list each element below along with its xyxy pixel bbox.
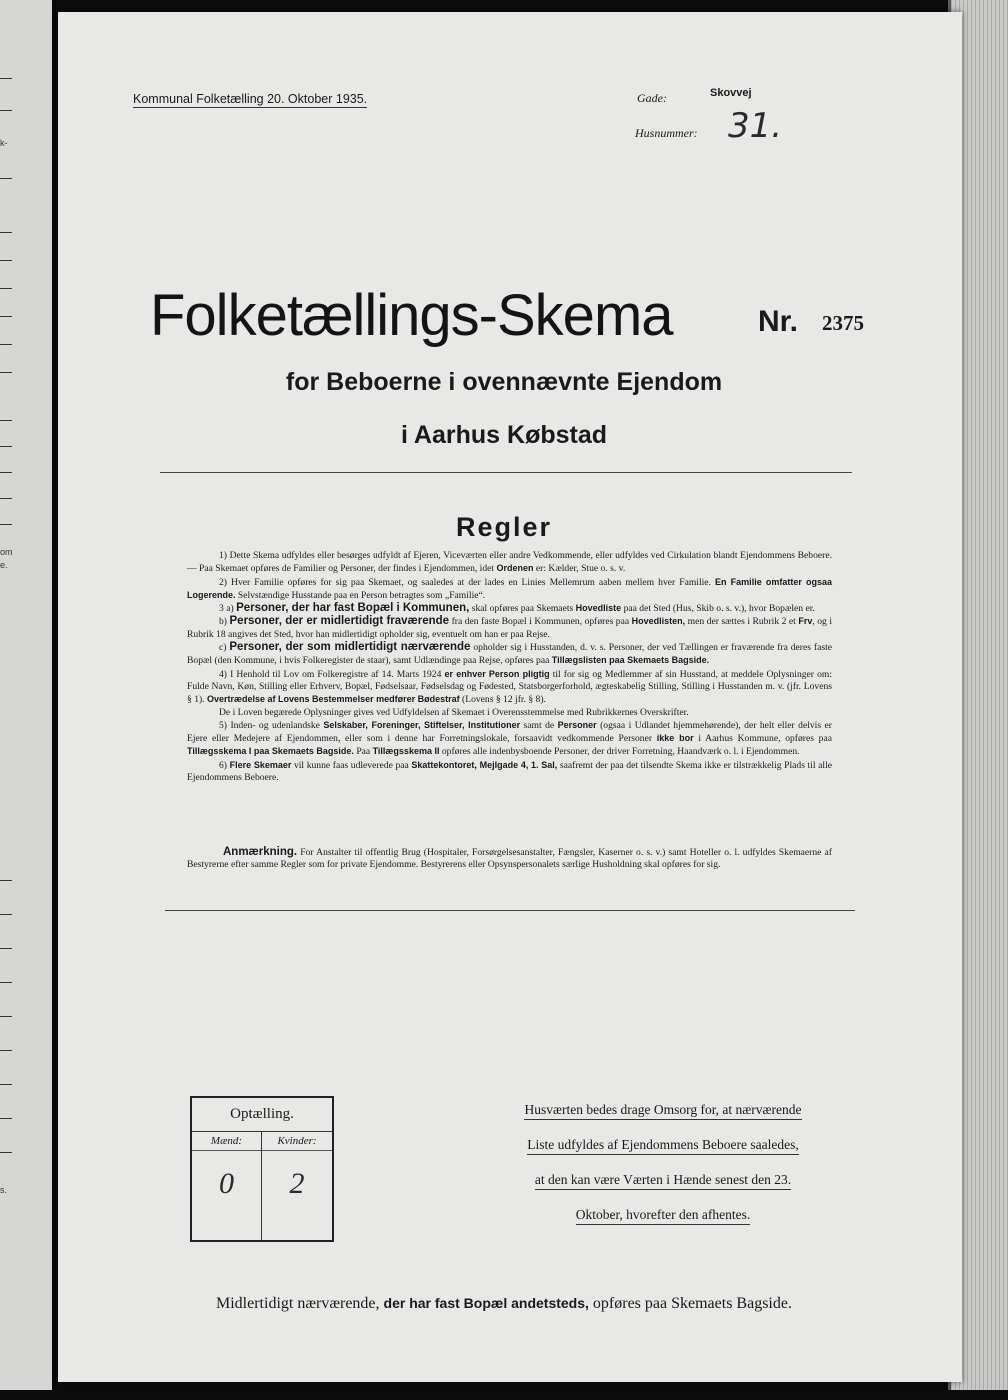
divider	[165, 910, 855, 911]
census-header: Kommunal Folketælling 20. Oktober 1935.	[133, 92, 368, 106]
left-fragment: om	[0, 547, 13, 557]
count-women-label: Kvinder:	[262, 1132, 332, 1151]
divider	[160, 472, 852, 473]
house-number-value: 31.	[728, 106, 783, 146]
note-text: For Anstalter til offentlig Brug (Hospitaler, Forsørgelsesanstalter, Fængsler, Kaserner o. s. v.) samt Hoteller o. l. udfyldes Skemaerne af Bestyrerne efter samme Regler som for private Ejendomme. Bestyrerens eller Opsynspersonalets særlige Husholdning skal opføres for sig.	[187, 847, 832, 871]
street-label: Gade:	[637, 91, 667, 105]
left-fragment: s.	[0, 1185, 8, 1195]
adjacent-left-page	[0, 0, 52, 1390]
left-fragment: e.	[0, 560, 8, 570]
left-fragment: k-	[0, 138, 8, 148]
note-label: Anmærkning.	[223, 846, 298, 858]
notice-line: Liste udfyldes af Ejendommens Beboere saaledes,	[527, 1137, 798, 1155]
street-value: Skovvej	[710, 87, 752, 99]
note-paragraph	[187, 846, 832, 872]
notice-line: Oktober, hvorefter den afhentes.	[576, 1207, 751, 1225]
count-men-label: Mænd:	[192, 1132, 261, 1151]
house-number-label: Husnummer:	[635, 126, 698, 140]
count-women-value: 2	[289, 1167, 305, 1200]
count-women-column	[262, 1132, 332, 1240]
count-title: Optælling.	[192, 1098, 332, 1132]
rules-body: 1) Dette Skema udfyldes eller besørges udfyldt af Ejeren, Viceværten eller andre Vedkommende, eller udfyldes ved Cirkulation blandt Ejendommens Beboere. — Paa Skemaet opføres de Familier og Personer, der findes i Ejendommen, idet Ordenen er: Kælder, Stue o. s. v. 2) Hver Familie opføres for sig paa Skemaet, og saaledes at der lades en Linies Mellemrum aaben mellem hver Familie. En Familie omfatter ogsaa Logerende. Selvstændige Husstande paa en Person betragtes som „Familie“. 3 a) Personer, der har fast Bopæl i Kommunen, skal opføres paa Skemaets Hovedliste paa det Sted (Hus, Skib o. s. v.), hvor Bopælen er. b) Personer, der er midlertidigt fraværende fra den faste Bopæl i Kommunen, opføres paa Hovedlisten, men der sættes i Rubrik 2 et Frv, og i Rubrik 18 angives det Sted, hvor han midlertidigt opholder sig, eventuelt om han er paa Rejse. c) Personer, der som midlertidigt nærværende opholder sig i Husstanden, d. v. s. Personer, der ved Tællingen er fraværende fra deres faste Bopæl (den Kommune, i hvis Folkeregister de staar), samt Udlændinge paa Rejse, opføres paa Tillægslisten paa Skemaets Bagside. 4) I Henhold til Lov om Folkeregistre af 14. Marts 1924 er enhver Person pligtig til for sig og Medlemmer af sin Husstand, at meddele Oplysninger om: Fulde Navn, Køn, Stilling eller Erhverv, Bopæl, Fødselsaar, Fødselsdag og Fødested, Statsborgerforhold, ægteskabelig Stilling, Stilling i Husstanden m. v. (jfr. Lovens § 1). Overtrædelse af Lovens Bestemmelser medfører Bødestraf (Lovens § 12 jfr. § 8). De i Loven begærede Oplysninger gives ved Udfyldelsen af Skemaet i Overensstemmelse med Rubrikkernes Overskrifter. 5) Inden- og udenlandske Selskaber, Foreninger, Stiftelser, Institutioner samt de Personer (ogsaa i Udlandet hjemmehørende), der helt eller delvis er Ejere eller Medejere af Ejendommen, eller som i denne har Forretningslokale, forsaavidt vedkommende Personer ikke bor i Aarhus Kommune, opføres paa Tillægsskema I paa Skemaets Bagside. Paa Tillægsskema II opføres alle indenbysboende Personer, der driver Forretning, Haandværk o. l. i Ejendommen. 6) Flere Skemaer vil kunne faas udleverede paa Skattekontoret, Mejlgade 4, 1. Sal, saafremt der paa det tilsendte Skema ikke er tilstrækkelig Plads til alle Ejendommens Beboere.	[187, 550, 833, 784]
count-box	[190, 1096, 334, 1242]
form-number-value: 2375	[822, 311, 864, 335]
rules-heading: Regler	[455, 512, 553, 542]
landlord-notice	[490, 1096, 836, 1236]
notice-line: at den kan være Værten i Hænde senest den 23.	[535, 1172, 791, 1190]
count-men-column	[192, 1132, 262, 1240]
form-subtitle: for Beboerne i ovennævnte Ejendom	[285, 368, 723, 396]
form-title: Folketællings-Skema	[150, 283, 673, 348]
form-subtitle-city: i Aarhus Købstad	[400, 421, 608, 449]
count-men-value: 0	[219, 1167, 234, 1200]
form-number-label: Nr.	[758, 305, 799, 338]
notice-line: Husværten bedes drage Omsorg for, at nærværende	[524, 1102, 801, 1120]
footer-note: Midlertidigt nærværende, der har fast Bopæl andetsteds, opføres paa Skemaets Bagside.	[216, 1295, 792, 1312]
